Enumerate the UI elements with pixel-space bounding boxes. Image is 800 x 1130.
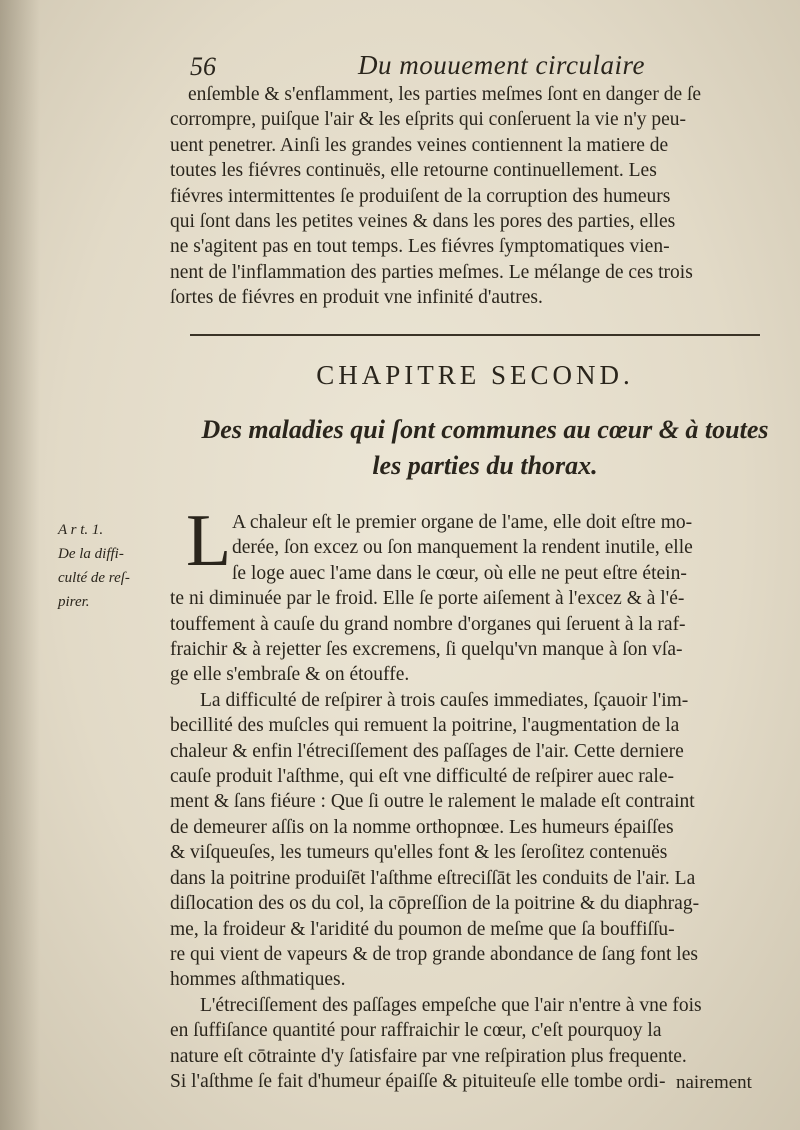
text-line: fiévres intermittentes ſe produiſent de la corruption des humeurs (170, 185, 671, 207)
text-line: te ni diminuée par le froid. Elle ſe porte aiſement à l'excez & à l'é- (170, 588, 685, 610)
chapter-heading: CHAPITRE SECOND. (316, 360, 634, 390)
text-line: de demeurer aſſis on la nomme orthopnœe. Les humeurs épaiſſes (170, 816, 674, 838)
text-line: re qui vient de vapeurs & de trop grande abondance de ſang font les (170, 943, 698, 965)
text-line: ſe loge auec l'ame dans le cœur, où elle ne peut eſtre étein- (232, 562, 687, 584)
top-paragraph (170, 82, 790, 311)
text-line: nent de l'inflammation des parties meſmes. Le mélange de ces trois (170, 261, 693, 283)
text-line: toutes les fiévres continuës, elle retourne continuellement. Les (170, 160, 657, 182)
text-line: A chaleur eſt le premier organe de l'ame, elle doit eſtre mo- (232, 512, 693, 533)
text-line: & viſqueuſes, les tumeurs qu'elles font & les ſeroſitez contenuës (170, 842, 668, 864)
text-line: enſemble & s'enflamment, les parties meſmes ſont en danger de ſe (188, 84, 702, 105)
running-title: Du mouuement circulaire (358, 50, 645, 80)
text-line: hommes aſthmatiques. (170, 969, 346, 991)
margin-note-line: pirer. (58, 594, 90, 610)
chapter-title (175, 412, 795, 484)
margin-note-line: A r t. 1. (58, 522, 104, 538)
text-line: becillité des muſcles qui remuent la poitrine, l'augmentation de la (170, 715, 680, 737)
page-number: 56 (190, 52, 216, 81)
chapter-title-line-2: les parties du thorax. (372, 451, 598, 480)
catchword: nairement (676, 1072, 752, 1093)
text-line: touffement à cauſe du grand nombre d'organes qui ſeruent à la raf- (170, 613, 686, 635)
text-line: cauſe produit l'aſthme, qui eſt vne difficulté de reſpirer auec rale- (170, 766, 674, 788)
text-line: La difficulté de reſpirer à trois cauſes immediates, ſçauoir l'im- (200, 689, 689, 711)
text-line: corrompre, puiſque l'air & les eſprits qui conſeruent la vie n'y peu- (170, 109, 687, 131)
drop-capital: L (186, 500, 232, 582)
text-line: en ſuffiſance quantité pour raffraichir le cœur, c'eſt pourquoy la (170, 1020, 662, 1042)
chapter-divider-rule (190, 334, 760, 336)
text-line: fraichir & à rejetter ſes excremens, ſi quelqu'vn manque à ſon vſa- (170, 639, 683, 661)
chapter-text (170, 510, 790, 1094)
text-line: nature eſt cōtrainte d'y ſatisfaire par vne reſpiration plus frequente. (170, 1045, 687, 1067)
margin-note (58, 518, 158, 614)
text-line: qui ſont dans les petites veines & dans les pores des parties, elles (170, 211, 676, 233)
spine-shadow (0, 0, 40, 1130)
text-line: me, la froideur & l'aridité du poumon de meſme que ſa bouffiſſu- (170, 918, 675, 940)
text-line: L'étreciſſement des paſſages empeſche que l'air n'entre à vne fois (200, 994, 702, 1016)
margin-note-line: De la diffi- (58, 546, 124, 562)
text-line: ſortes de fiévres en produit vne infinité d'autres. (170, 287, 543, 309)
margin-note-line: culté de reſ- (58, 570, 130, 586)
text-line: ment & ſans fiéure : Que ſi outre le ralement le malade eſt contraint (170, 791, 695, 813)
chapter-title-line-1: Des maladies qui ſont communes au cœur & à toutes (201, 415, 769, 444)
text-line: chaleur & enfin l'étreciſſement des paſſages de l'air. Cette derniere (170, 740, 684, 762)
text-line: ne s'agitent pas en tout temps. Les fiévres ſymptomatiques vien- (170, 236, 670, 258)
text-line: dans la poitrine produiſēt l'aſthme eſtreciſſāt les conduits de l'air. La (170, 867, 696, 889)
text-line: uent penetrer. Ainſi les grandes veines contiennent la matiere de (170, 134, 669, 156)
text-line: diſlocation des os du col, la cōpreſſion de la poitrine & du diaphrag- (170, 893, 700, 915)
text-line: ge elle s'embraſe & on étouffe. (170, 664, 410, 686)
text-line: Si l'aſthme ſe fait d'humeur épaiſſe & pituiteuſe elle tombe ordi- (170, 1070, 666, 1092)
text-line: derée, ſon excez ou ſon manquement la rendent inutile, elle (232, 537, 693, 559)
